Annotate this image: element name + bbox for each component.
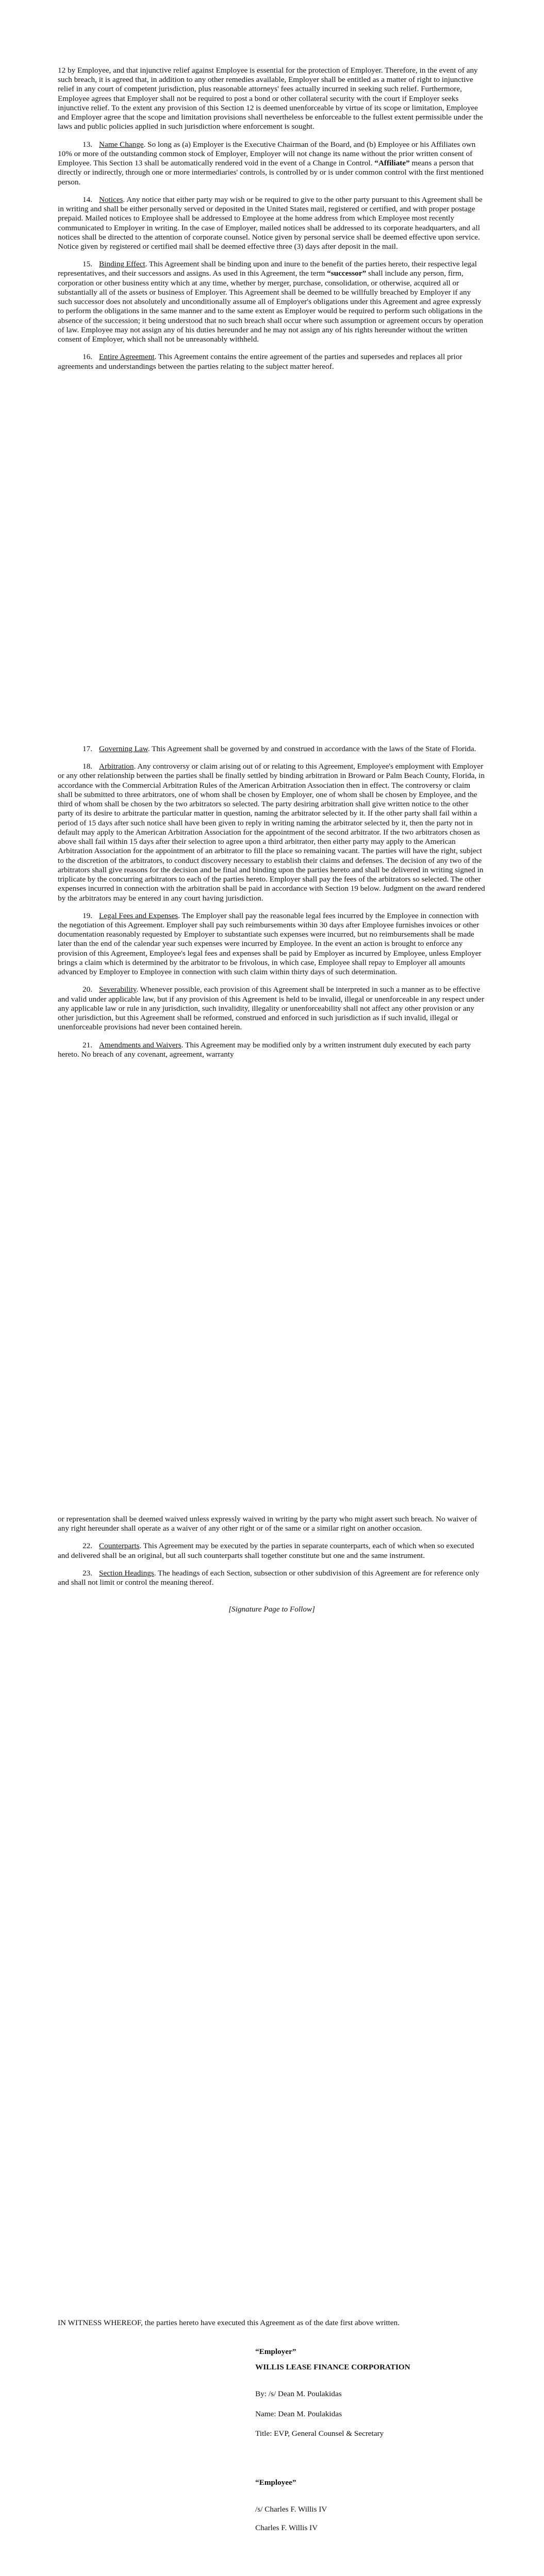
successor-term: “successor” bbox=[327, 269, 367, 278]
section-23-title: Section Headings bbox=[99, 1568, 154, 1578]
employer-signed-by: By: /s/ Dean M. Poulakidas bbox=[255, 2389, 342, 2399]
section-16-number: 16. bbox=[83, 352, 92, 362]
section-13-title: Name Change bbox=[99, 140, 144, 149]
employee-signature-block bbox=[255, 2478, 487, 2533]
employer-label: “Employer” bbox=[255, 2347, 296, 2356]
section-20-number: 20. bbox=[83, 985, 92, 994]
section-17-number: 17. bbox=[83, 744, 92, 753]
section-19-text: . The Employer shall pay the reasonable legal fees incurred by the Employee in connection with the negotiation of this Agreement. Employer shall pay such reimbursements within 30 days after Employee furnishes invoices or other documentation reasonably requested by Employer to substantiate such expenses were incurred, but no reimbursements shall be made later than the end of the calendar year such expenses were incurred by Employee. In the event an action is brought to enforce any provision of this Agreement, Employee's legal fees and expenses shall be paid by Employer as incurred by Employee, unless Employer brings a claim which is determined by the arbitrator to be frivolous, in which case, Employee shall repay to Employer all amounts advanced by Employer to Employee in connection with such claim within thirty days of such determination. bbox=[58, 911, 482, 977]
section-22 bbox=[58, 1541, 486, 1560]
affiliate-term: “Affiliate” bbox=[374, 159, 410, 168]
section-15-number: 15. bbox=[83, 260, 92, 269]
page-2-body bbox=[58, 744, 486, 1067]
section-13-text-b: means a person that directly or indirectly, through one or more intermediaries' controls, is controlled by or is under common control with the first mentioned person. bbox=[58, 159, 484, 187]
section-15-text-b: shall include any person, firm, corporation or other business entity which at any time, whether by merger, purchase, consolidation, or otherwise, acquired all or substantially all of the assets or business of Employer. This Agreement shall be deemed to be willfully breached by Employer if any such successor does not absolutely and unconditionally assume all of Employer's obligations under this Agreement and agree expressly to perform the obligations in the same manner and to the same extent as Employer would be required to perform such obligations in the absence of the succession; it being understood that no such breach shall occur where such assumption or agreement occurs by operation of law. Employee may not assign any of his duties hereunder and he may not assign any of his rights hereunder without the written consent of Employer, which shall not be unreasonably withheld. bbox=[58, 269, 483, 344]
page-3 bbox=[0, 1458, 544, 2143]
signature-page-note: [Signature Page to Follow] bbox=[228, 1605, 315, 1614]
page-1 bbox=[0, 0, 544, 688]
section-17-text: . This Agreement shall be governed by and construed in accordance with the laws of the State of Florida. bbox=[147, 744, 476, 753]
section-16-text: . This Agreement contains the entire agreement of the parties and supersedes and replaces all prior agreements and understandings between the parties relating to the subject matter hereof. bbox=[58, 352, 463, 371]
section-22-number: 22. bbox=[83, 1541, 92, 1551]
section-23-text: . The headings of each Section, subsection or other subdivision of this Agreement are for reference only and shall not limit or control the meaning thereof. bbox=[58, 1568, 480, 1587]
section-14-title: Notices bbox=[99, 195, 123, 204]
section-15-title: Binding Effect bbox=[99, 260, 145, 269]
section-18-text: . Any controversy or claim arising out of or relating to this Agreement, Employee's employment with Employer or any other relationship between the parties shall be finally settled by binding arbitration in Broward or Palm Beach County, Florida, in accordance with the Commercial Arbitration Rules of the American Arbitration Association then in effect. The controversy or claim shall be submitted to three arbitrators, one of whom shall be chosen by Employer, one of whom shall be chosen by Employee, and the third of whom shall be chosen by the two arbitrators so selected. The party desiring arbitration shall give written notice to the other party of its desire to arbitrate the particular matter in question, naming the arbitrator selected by it. If the other party shall fail within a period of 15 days after such notice shall have been given to reply in writing naming the arbitrator selected by it, then the party not in default may apply to the American Arbitration Association for the appointment of the second arbitrator. If the two arbitrators chosen as above shall fail within 15 days after their selection to agree upon a third arbitrator, then either party may apply to the American Arbitration Association for the appointment of an arbitrator to fill the place so remaining vacant. The parties will have the right, subject to the discretion of the arbitrators, to conduct discovery necessary to establish their claims and defenses. The decision of any two of the arbitrators shall give reasons for the decision and be final and binding upon the parties hereto and shall be delivered in writing signed in triplicate by the concurring arbitrators to each of the parties hereto. Employer shall pay the fees of the arbitrators so selected. The other expenses incurred in connection with the arbitration shall be paid in accordance with Section 19 below. Judgment on the award rendered by the arbitrators may be entered in any court having jurisdiction. bbox=[58, 762, 485, 903]
page-2 bbox=[0, 688, 544, 1458]
employee-name: Charles F. Willis IV bbox=[255, 2523, 318, 2533]
page-4 bbox=[0, 2143, 544, 2576]
page-3-body bbox=[58, 1515, 486, 1623]
employee-signature: /s/ Charles F. Willis IV bbox=[255, 2505, 327, 2514]
section-22-title: Counterparts bbox=[99, 1541, 140, 1551]
section-14-text: . Any notice that either party may wish or be required to give to the other party pursuant to this Agreement shall be in writing and shall be either personally served or deposited in the United States mail, registered or certified, and with proper postage prepaid. Mailed notices to Employee shall be addressed to Employee at the home address from which Employee most recently communicated to Employer in writing. In the case of Employer, mailed notices shall be addressed to its corporate headquarters, and all notices shall be directed to the attention of corporate counsel. Notice given by personal service shall be deemed effective upon service. Notice given by registered or certified mail shall be deemed effective three (3) days after deposit in the mail. bbox=[58, 195, 483, 251]
section-21-continuation: or representation shall be deemed waived unless expressly waived in writing by the party who might assert such breach. No waiver of any right hereunder shall operate as a waiver of any other right or of the same or a similar right on another occasion. bbox=[58, 1515, 477, 1533]
section-21-text: . This Agreement may be modified only by a written instrument duly executed by each party hereto. No breach of any covenant, agreement, warranty bbox=[58, 1040, 471, 1059]
section-19-title: Legal Fees and Expenses bbox=[99, 911, 178, 920]
section-14 bbox=[58, 195, 486, 251]
section-17 bbox=[58, 744, 486, 754]
section-19-number: 19. bbox=[83, 911, 92, 920]
section-16 bbox=[58, 352, 486, 371]
section-14-number: 14. bbox=[83, 195, 92, 204]
section-15 bbox=[58, 260, 486, 344]
witness-text: IN WITNESS WHEREOF, the parties hereto have executed this Agreement as of the date first above written. bbox=[58, 2318, 400, 2327]
section-20-text: . Whenever possible, each provision of this Agreement shall be interpreted in such a manner as to be effective and valid under applicable law, but if any provision of this Agreement is held to be invalid, illegal or unenforceable in any respect under any applicable law or rule in any jurisdiction, such invalidity, illegality or unenforceability shall not affect any other provision or any other jurisdiction, but this Agreement shall be reformed, construed and enforced in such jurisdiction as if such invalid, illegal or unenforceable provisions had never been contained herein. bbox=[58, 985, 484, 1032]
section-21-title: Amendments and Waivers bbox=[99, 1040, 182, 1049]
section-21 bbox=[58, 1041, 486, 1059]
section-18-title: Arbitration bbox=[99, 762, 134, 771]
employer-signatory-title: Title: EVP, General Counsel & Secretary bbox=[255, 2429, 384, 2438]
section-16-title: Entire Agreement bbox=[99, 352, 155, 362]
section-13-text-a: . So long as (a) Employer is the Executive Chairman of the Board, and (b) Employee or his Affiliates own 10% or more of the outstanding common stock of Employer, Employer will not change its name without the prior written consent of Employee. This Section 13 shall be automatically rendered void in the event of a Change in Control. bbox=[58, 140, 476, 168]
witness-paragraph bbox=[58, 2318, 486, 2336]
employee-label: “Employee” bbox=[255, 2478, 296, 2487]
section-23-number: 23. bbox=[83, 1568, 92, 1578]
company-name: WILLIS LEASE FINANCE CORPORATION bbox=[255, 2363, 410, 2372]
section-13-number: 13. bbox=[83, 140, 92, 149]
section-15-text-a: . This Agreement shall be binding upon and inure to the benefit of the parties hereto, their respective legal representatives, and their successors and assigns. As used in this Agreement, the term bbox=[58, 260, 477, 278]
section-20 bbox=[58, 985, 486, 1032]
section-23 bbox=[58, 1569, 486, 1587]
section-17-title: Governing Law bbox=[99, 744, 148, 753]
section-18-number: 18. bbox=[83, 762, 92, 771]
section-19 bbox=[58, 911, 486, 977]
employer-signature-block bbox=[255, 2347, 487, 2438]
section-20-title: Severability bbox=[99, 985, 137, 994]
section-12-continuation: 12 by Employee, and that injunctive relief against Employee is essential for the protection of Employer. Therefore, in the event of any such breach, it is agreed that, in addition to any other remedies available, Employer shall be entitled as a matter of right to injunctive relief in any court of competent jurisdiction, plus reasonable attorneys' fees actually incurred in seeking such relief. Furthermore, Employee agrees that Employer shall not be required to post a bond or other collateral security with the court if Employer seeks injunctive relief. To the extent any provision of this Section 12 is deemed unenforceable by virtue of its scope or limitation, Employee and Employer agree that the scope and limitation provisions shall nevertheless be enforceable to the fullest extent permissible under the laws and public policies applied in such jurisdiction where enforcement is sought. bbox=[58, 66, 483, 131]
section-21-number: 21. bbox=[83, 1040, 92, 1049]
section-22-text: . This Agreement may be executed by the parties in separate counterparts, each of which when so executed and delivered shall be an original, but all such counterparts shall together constitute but one and the same instrument. bbox=[58, 1541, 474, 1560]
section-13 bbox=[58, 140, 486, 187]
page-1-body bbox=[58, 66, 486, 380]
section-18 bbox=[58, 762, 486, 903]
employer-signatory-name: Name: Dean M. Poulakidas bbox=[255, 2409, 342, 2418]
